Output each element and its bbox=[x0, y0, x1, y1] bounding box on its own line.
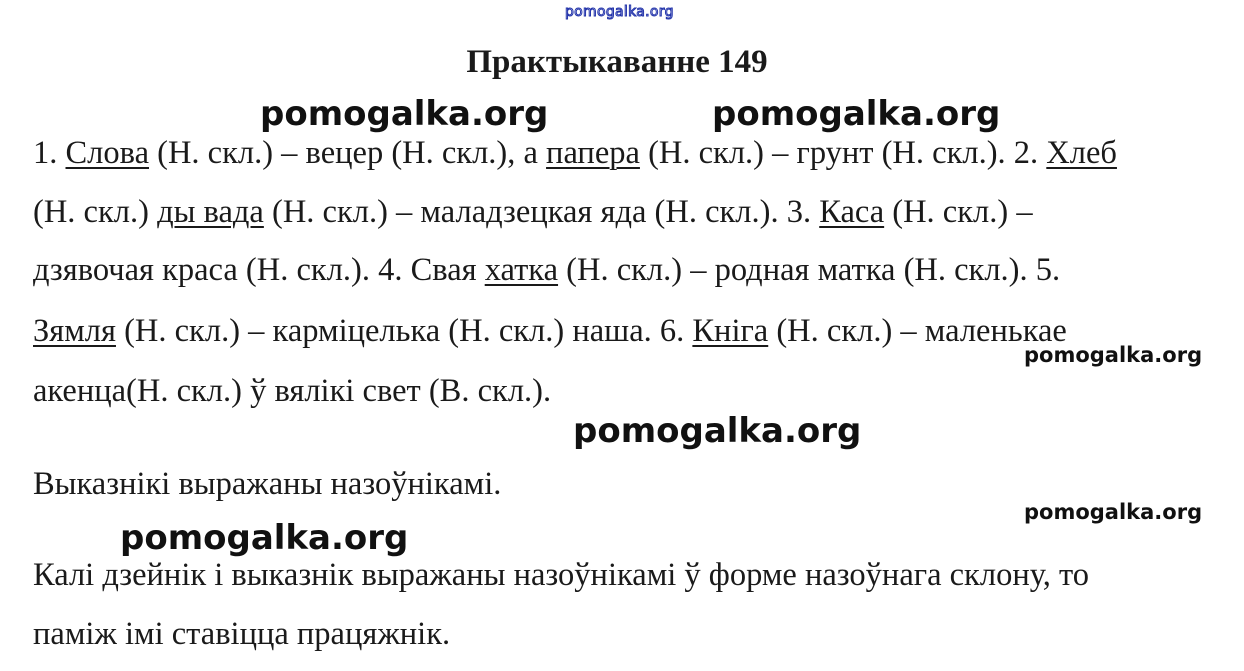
underlined-word: Зямля bbox=[33, 313, 116, 349]
text-line-2 bbox=[33, 194, 1033, 231]
underlined-word: хатка bbox=[484, 252, 559, 288]
underlined-word: Хлеб bbox=[1046, 135, 1117, 171]
text-fragment: (Н. скл.) – карміцелька (Н. скл.) наша. 6. bbox=[115, 313, 693, 349]
watermark: pomogalka.org bbox=[1024, 343, 1203, 367]
text-line-8 bbox=[33, 616, 450, 653]
watermark: pomogalka.org bbox=[120, 518, 409, 558]
watermark: pomogalka.org bbox=[260, 94, 549, 134]
underlined-word: папера bbox=[546, 135, 640, 171]
underlined-word: Слова bbox=[65, 135, 149, 171]
text-fragment: акенца(Н. скл.) ў вялікі свет (В. скл.). bbox=[33, 373, 552, 409]
text-fragment: (Н. скл.) bbox=[33, 194, 158, 230]
watermark: pomogalka.org bbox=[712, 94, 1001, 134]
underlined-word: Каса bbox=[819, 194, 885, 230]
text-line-4 bbox=[33, 313, 1067, 350]
watermark-top: pomogalka.org bbox=[565, 4, 674, 20]
underlined-word: ды вада bbox=[157, 194, 264, 230]
text-line-6 bbox=[33, 466, 501, 503]
text-fragment: (Н. скл.) – вецер (Н. скл.), а bbox=[149, 135, 547, 171]
text-fragment: (Н. скл.) – маладзецкая яда (Н. скл.). 3. bbox=[263, 194, 820, 230]
text-fragment: (Н. скл.) – bbox=[884, 194, 1033, 230]
text-line-7 bbox=[33, 557, 1089, 594]
text-fragment: (Н. скл.) – родная матка (Н. скл.). 5. bbox=[558, 252, 1061, 288]
text-fragment: Выказнікі выражаны назоўнікамі. bbox=[33, 466, 502, 502]
text-fragment: 1. bbox=[33, 135, 66, 171]
text-fragment: (Н. скл.) – маленькае bbox=[768, 313, 1067, 349]
text-fragment: Калі дзейнік і выказнік выражаны назоўнікамі ў форме назоўнага склону, то bbox=[33, 557, 1089, 593]
text-fragment: дзявочая краса (Н. скл.). 4. Свая bbox=[33, 252, 485, 288]
watermark: pomogalka.org bbox=[573, 411, 862, 451]
text-line-3 bbox=[33, 252, 1060, 289]
text-line-1 bbox=[33, 135, 1117, 172]
watermark: pomogalka.org bbox=[1024, 500, 1203, 524]
text-fragment: паміж імі ставіцца працяжнік. bbox=[33, 616, 451, 652]
underlined-word: Кніга bbox=[692, 313, 769, 349]
text-line-5 bbox=[33, 373, 551, 410]
text-fragment: (Н. скл.) – грунт (Н. скл.). 2. bbox=[639, 135, 1047, 171]
page-title: Практыкаванне 149 bbox=[466, 44, 768, 80]
